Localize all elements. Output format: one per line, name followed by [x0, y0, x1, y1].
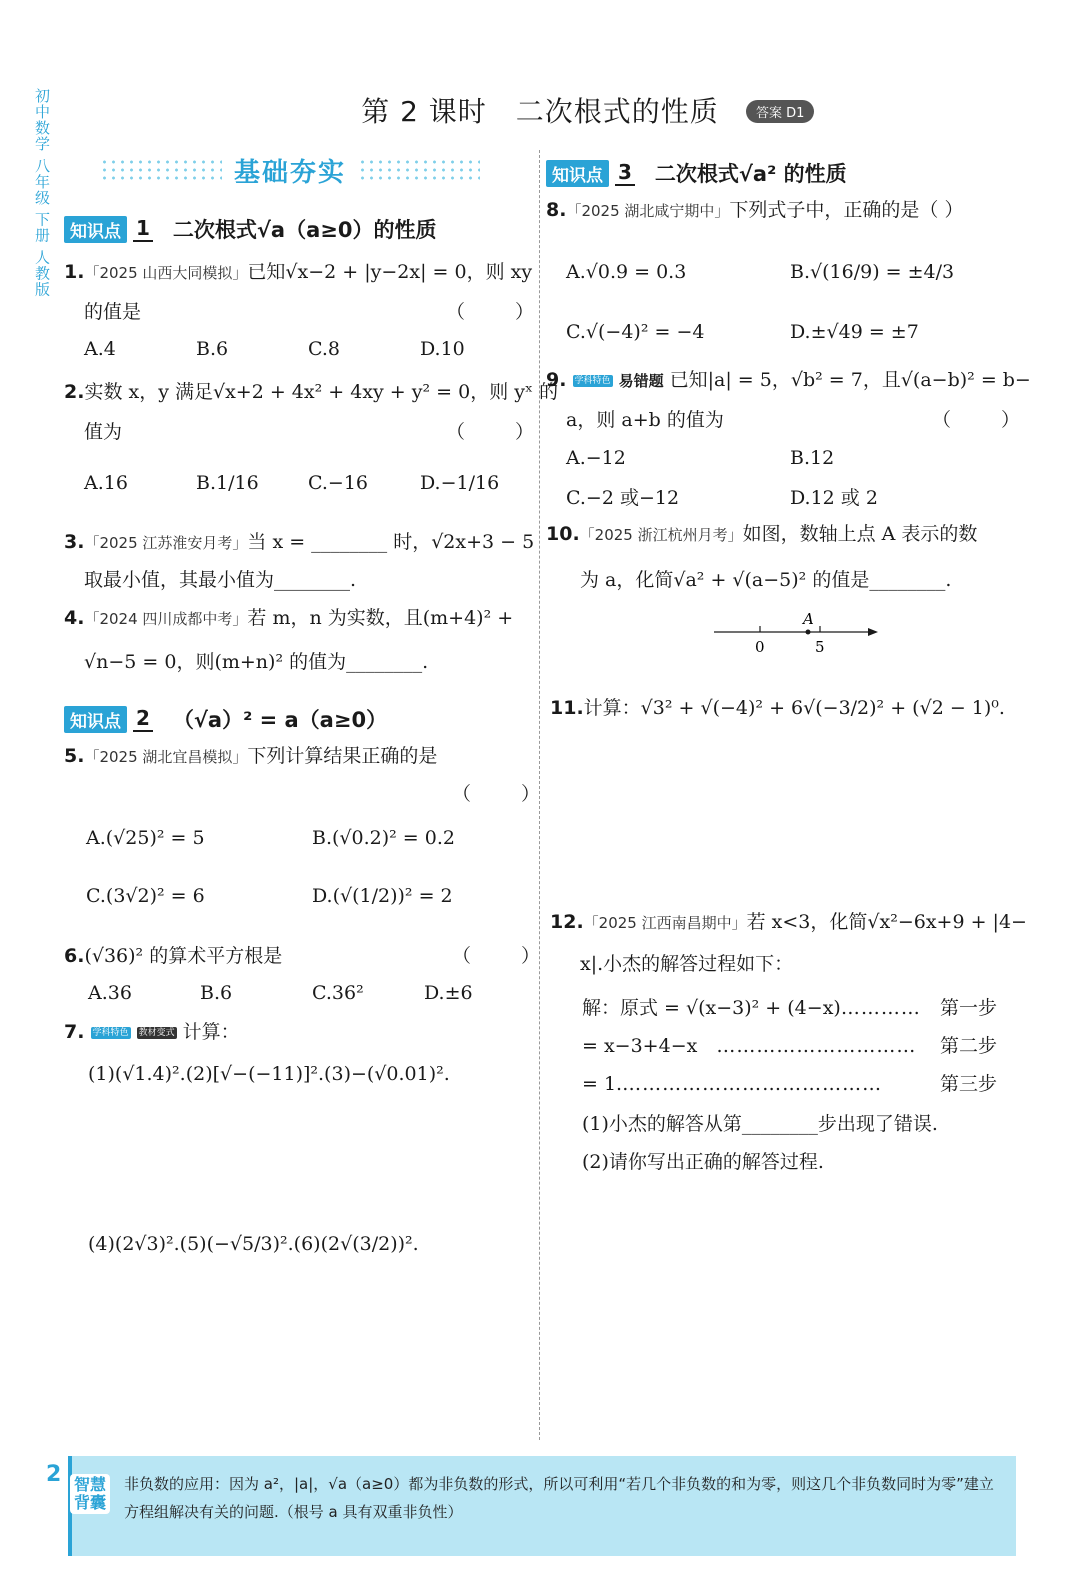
solution-step-1 [582, 996, 921, 1020]
option-b: B.(√0.2)² = 0.2 [312, 827, 455, 849]
question-text: 计算： [182, 1021, 240, 1043]
question-3-line2 [84, 568, 356, 592]
number-line-figure [712, 612, 882, 662]
question-text: 实数 x，y 满足√x+2 + 4x² + 4xy + y² = 0，则 yˣ 的 [84, 381, 559, 403]
question-9 [546, 368, 1031, 393]
step-dots: ………… [840, 997, 921, 1019]
step-label: 第二步 [940, 1035, 998, 1057]
textbook-variant-icon: 教材变式 [138, 1028, 175, 1038]
answer-badge: 答案 D1 [746, 100, 814, 123]
question-number: 1. [64, 261, 85, 283]
step-dots: ………………………………… [622, 1073, 883, 1095]
question-2 [64, 380, 558, 404]
point-a-label: A [803, 612, 814, 628]
option-c: C.−16 [308, 472, 368, 494]
option-a: A.(√25)² = 5 [86, 827, 205, 849]
option-a: A.16 [84, 472, 128, 494]
question-text: 取最小值，其最小值为________. [84, 569, 357, 591]
question-number: 7. [64, 1021, 85, 1043]
question-text: 当 x = ________ 时，√2x+3 − 5 [247, 531, 535, 553]
question-source: 「2025 浙江杭州月考」 [579, 526, 743, 544]
option-c: C.36² [312, 982, 364, 1004]
subject-feature-icon: 学科特色 [574, 376, 611, 386]
step-expression: = 1. [582, 1073, 623, 1095]
option-b: B.6 [200, 982, 233, 1004]
page-number: 2 [46, 1462, 62, 1487]
solution-step-3 [582, 1072, 882, 1096]
question-number: 8. [546, 199, 567, 221]
question-1 [64, 260, 532, 285]
answer-paren: （ ） [446, 301, 557, 323]
question-number: 5. [64, 745, 85, 767]
kp-title: （√a）² = a（a≥0） [172, 708, 388, 732]
kp-number: 3 [615, 160, 635, 186]
question-text: √n−5 = 0，则(m+n)² 的值为________. [84, 651, 429, 673]
question-10 [546, 522, 977, 547]
question-12 [550, 910, 1027, 935]
question-6 [64, 944, 282, 968]
question-7 [64, 1020, 240, 1044]
option-a: A.36 [88, 982, 132, 1004]
question-2-line2 [84, 420, 122, 444]
question-6-options [88, 982, 514, 1004]
option-a: A.4 [84, 338, 116, 360]
tip-label: 智慧背囊 [70, 1474, 110, 1514]
page-title: 第 2 课时 二次根式的性质 [361, 95, 719, 128]
question-number: 10. [546, 523, 580, 545]
question-9-line2: a，则 a+b 的值为 [566, 409, 724, 431]
kp-tag: 知识点 [64, 216, 127, 243]
question-8 [546, 198, 963, 223]
question-source: 「2025 湖北宜昌模拟」 [84, 748, 248, 766]
question-1-options [84, 338, 520, 360]
option-c: C.√(−4)² = −4 [566, 321, 705, 343]
question-3 [64, 530, 534, 555]
option-c: C.(3√2)² = 6 [86, 885, 205, 907]
option-d: D.10 [420, 338, 465, 360]
kp-tag: 知识点 [64, 706, 127, 733]
question-source: 「2025 江苏淮安月考」 [84, 534, 248, 552]
question-10-line2: 为 a，化简√a² + √(a−5)² 的值是________. [580, 569, 952, 591]
subject-feature-icon: 学科特色 [92, 1028, 129, 1038]
option-d: D.12 或 2 [790, 487, 878, 509]
sub-question-2: (2)请你写出正确的解答过程. [582, 1151, 824, 1173]
question-source: 「2025 湖北咸宁期中」 [566, 202, 730, 220]
step-label: 第一步 [940, 997, 998, 1019]
question-number: 9. [546, 369, 567, 391]
question-7-parts-1: (1)(√1.4)².(2)[√−(−11)]².(3)−(√0.01)². [88, 1063, 450, 1085]
question-source: 「2024 四川成都中考」 [84, 610, 248, 628]
question-text: (√36)² 的算术平方根是 [84, 945, 283, 967]
answer-paren: （ ） [452, 783, 563, 805]
option-d: D.±6 [424, 982, 473, 1004]
sidebar-label: 初中数学 八年级 下册 人教版 [33, 88, 51, 298]
question-number: 6. [64, 945, 85, 967]
option-a: A.−12 [566, 447, 626, 469]
kp-number: 1 [133, 216, 153, 242]
kp-number: 2 [133, 706, 153, 732]
question-4-line2 [84, 650, 428, 674]
option-b: B.12 [790, 447, 835, 469]
question-text: 值为 [84, 421, 123, 443]
section-banner [100, 150, 480, 190]
question-2-options [84, 472, 520, 494]
question-text: 已知√x−2 + |y−2x| = 0，则 xy [247, 261, 533, 283]
tip-text: 非负数的应用：因为 a²，|a|，√a（a≥0）都为非负数的形式，所以可利用“若几个非负数的和为零，则这几个非负数同时为零”建立方程组解决有关的问题.（根号 a 具有双重非负性） [124, 1475, 994, 1521]
answer-paren: （ ） [452, 945, 563, 967]
question-text: 已知|a| = 5，√b² = 7，且√(a−b)² = b− [669, 369, 1031, 391]
question-11 [550, 696, 1005, 720]
question-4 [64, 606, 513, 631]
question-source: 「2025 江西南昌期中」 [583, 914, 747, 932]
question-text: 下列计算结果正确的是 [247, 745, 438, 767]
section-label: 基础夯实 [234, 157, 347, 188]
step-expression: = x−3+4−x [582, 1035, 698, 1057]
option-c: C.−2 或−12 [566, 487, 680, 509]
knowledge-point-2 [64, 704, 387, 734]
option-d: D.−1/16 [420, 472, 500, 494]
question-1-line2 [84, 300, 141, 324]
dots-decoration [100, 158, 222, 182]
tick-label-0: 0 [755, 638, 765, 656]
question-text: 若 m，n 为实数，且(m+4)² + [247, 607, 514, 629]
solution-step-2 [582, 1034, 916, 1058]
knowledge-point-1 [64, 214, 436, 244]
question-number: 4. [64, 607, 85, 629]
option-d: D.±√49 = ±7 [790, 321, 919, 343]
step-dots: ………………………… [716, 1035, 917, 1057]
question-number: 2. [64, 381, 85, 403]
dots-decoration [358, 158, 480, 182]
tick-label-5: 5 [815, 638, 825, 656]
question-number: 12. [550, 911, 584, 933]
question-7-parts-2: (4)(2√3)².(5)(−√5/3)².(6)(2√(3/2))². [88, 1233, 419, 1255]
option-b: B.1/16 [196, 472, 259, 494]
question-12-line2: x|.小杰的解答过程如下： [580, 953, 794, 975]
question-text: 若 x<3，化简√x²−6x+9 + |4− [746, 911, 1027, 933]
option-a: A.√0.9 = 0.3 [566, 261, 687, 283]
step-expression: 解：原式 = √(x−3)² + (4−x) [582, 997, 841, 1019]
kp-title: 二次根式√a² 的性质 [654, 162, 847, 186]
kp-tag: 知识点 [546, 160, 609, 187]
question-text: 下列式子中，正确的是（ ） [729, 199, 964, 221]
question-text: 计算：√3² + √(−4)² + 6√(−3/2)² + (√2 − 1)⁰. [583, 697, 1005, 719]
sub-question-1: (1)小杰的解答从第________步出现了错误. [582, 1113, 938, 1135]
question-5 [64, 744, 437, 769]
option-b: B.√(16/9) = ±4/3 [790, 261, 955, 283]
knowledge-point-3 [546, 158, 847, 188]
question-text: 的值是 [84, 301, 142, 323]
option-b: B.6 [196, 338, 229, 360]
option-d: D.(√(1/2))² = 2 [312, 885, 453, 907]
answer-paren: （ ） [446, 421, 557, 443]
question-source: 「2025 山西大同模拟」 [84, 264, 248, 282]
error-prone-tag: 易错题 [618, 372, 664, 390]
step-label: 第三步 [940, 1073, 998, 1095]
question-number: 11. [550, 697, 584, 719]
kp-title: 二次根式√a（a≥0）的性质 [172, 218, 437, 242]
question-number: 3. [64, 531, 85, 553]
answer-paren: （ ） [932, 409, 1043, 431]
option-c: C.8 [308, 338, 340, 360]
question-text: 如图，数轴上点 A 表示的数 [742, 523, 978, 545]
